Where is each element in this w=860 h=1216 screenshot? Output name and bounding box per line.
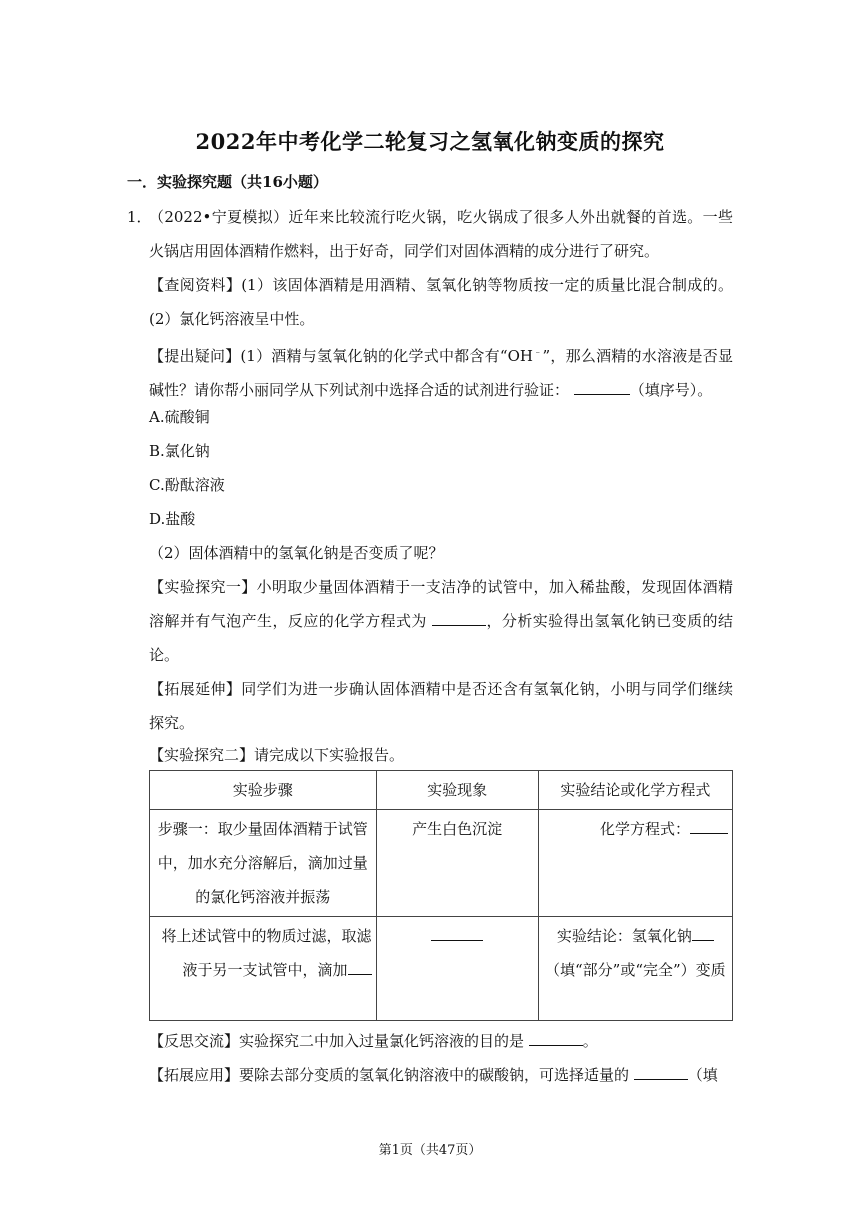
answer-blank-1[interactable] — [574, 378, 630, 395]
row1-conclusion: 化学方程式： — [599, 820, 690, 838]
experiment-1-paragraph — [149, 570, 733, 672]
experiment-2-label: 【实验探究二】请完成以下实验报告。 — [149, 746, 405, 764]
row2-step-cell — [150, 917, 377, 1021]
header-phenomenon: 实验现象 — [376, 771, 538, 810]
reflection-paragraph — [149, 1024, 733, 1058]
question-2-text: （2）固体酒精中的氢氧化钠是否变质了呢？ — [149, 544, 444, 562]
row2-conclusion-a: 实验结论：氢氧化钠 — [556, 927, 692, 945]
answer-blank-8[interactable] — [634, 1063, 688, 1080]
question-1-text-a: 【提出疑问】(1）酒精与氢氧化钠的化学式中都含有“OH — [149, 347, 533, 365]
experiment-report-table — [149, 770, 733, 1021]
table-row — [150, 810, 733, 917]
row2-step: 将上述试管中的物质过滤，取滤液于另一支试管中，滴加 — [161, 927, 372, 979]
row1-conclusion-cell — [538, 810, 732, 917]
answer-blank-6[interactable] — [692, 924, 714, 941]
page-footer: 第1页（共47页） — [378, 1143, 482, 1158]
row2-conclusion-b: （填“部分”或“完全”）变质 — [544, 961, 726, 979]
info-paragraph: 【查阅资料】(1）该固体酒精是用酒精、氢氧化钠等物质按一定的质量比混合制成的。(2）氯化钙溶液呈中性。 — [149, 276, 733, 328]
extension-paragraph: 【拓展延伸】同学们为进一步确认固体酒精中是否还含有氢氧化钠，小明与同学们继续探究。 — [149, 680, 733, 732]
option-b: B.氯化钠 — [149, 442, 210, 460]
answer-blank-3[interactable] — [690, 817, 728, 834]
table-header-row — [150, 771, 733, 810]
experiment-1-text: 【实验探究一】小明取少量固体酒精于一支洁净的试管中，加入稀盐酸，发现固体酒精溶解并有气泡产生，反应的化学方程式为 — [149, 578, 733, 630]
option-a: A.硫酸铜 — [149, 408, 210, 426]
question-1-text-b: ”，那么酒精的水溶液是否显碱性？请你帮小丽同学从下列试剂中选择合适的试剂进行验证： — [149, 347, 733, 399]
section-heading: 一．实验探究题（共16小题） — [127, 173, 328, 191]
application-text: 【拓展应用】要除去部分变质的氢氧化钠溶液中的碳酸钠，可选择适量的 — [149, 1066, 630, 1084]
row1-phenomenon: 产生白色沉淀 — [376, 810, 538, 917]
question-1-tail: （填序号）。 — [629, 381, 713, 399]
reflection-tail: 。 — [582, 1032, 598, 1050]
header-step: 实验步骤 — [150, 771, 377, 810]
row2-conclusion-cell — [538, 917, 732, 1021]
option-d: D.盐酸 — [149, 510, 196, 528]
page-title: 2022年中考化学二轮复习之氢氧化钠变质的探究 — [195, 129, 665, 154]
answer-blank-7[interactable] — [529, 1029, 583, 1046]
row1-step: 步骤一：取少量固体酒精于试管中，加水充分溶解后，滴加过量的氯化钙溶液并振荡 — [150, 810, 377, 917]
table-row — [150, 917, 733, 1021]
reflection-text: 【反思交流】实验探究二中加入过量氯化钙溶液的目的是 — [149, 1032, 525, 1050]
answer-blank-5[interactable] — [431, 924, 483, 941]
application-tail: （填 — [687, 1066, 718, 1084]
option-c: C.酚酞溶液 — [149, 476, 225, 494]
answer-blank-2[interactable] — [432, 609, 486, 626]
answer-blank-4[interactable] — [348, 958, 372, 975]
question-intro: （2022•宁夏模拟）近年来比较流行吃火锅，吃火锅成了很多人外出就餐的首选。一些火锅店用固体酒精作燃料，出于好奇，同学们对固体酒精的成分进行了研究。 — [149, 208, 733, 260]
row2-phenomenon-cell — [376, 917, 538, 1021]
question-1-paragraph — [149, 336, 733, 407]
application-paragraph — [149, 1058, 733, 1092]
question-number: 1． — [127, 208, 152, 226]
header-conclusion: 实验结论或化学方程式 — [538, 771, 732, 810]
superscript-minus: ﹣ — [532, 348, 543, 358]
experiment-1-tail: ，分析实验得出氢氧化钠已变质的结论。 — [149, 612, 733, 664]
